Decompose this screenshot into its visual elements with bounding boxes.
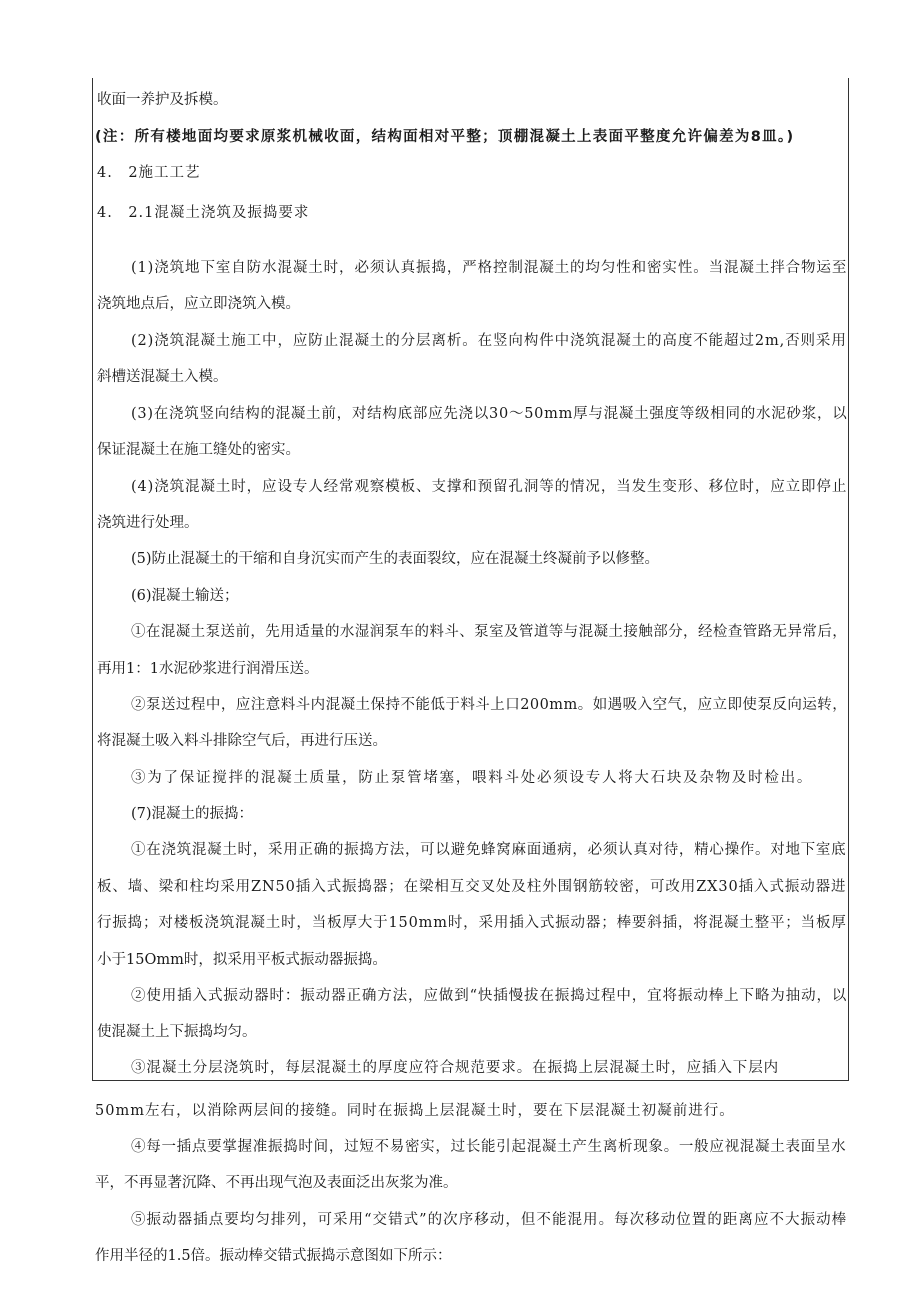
para-6c-line-1: ③为了保证搅拌的混凝土质量，防止泵管堵塞，喂料斗处必须设专人将大石块及杂物及时检出。 (131, 770, 814, 786)
para-6a-line-2: 再用1：1水泥砂浆进行润滑压送。 (97, 661, 319, 677)
para-7-heading: (7)混凝土的振捣： (131, 806, 254, 822)
continued-line-1: 50mm左右，以消除两层间的接缝。同时在振捣上层混凝土时，要在下层混凝土初凝前进行。 (95, 1103, 735, 1119)
para-7e-line-2: 作用半径的1.5倍。振动棒交错式振捣示意图如下所示： (95, 1248, 452, 1264)
para-1-line-1: (1)浇筑地下室自防水混凝土时，必须认真振捣，严格控制混凝土的均匀性和密实性。当混凝土拌合物运至 (131, 260, 848, 276)
para-7a-line-1: ①在浇筑混凝土时，采用正确的振捣方法，可以避免蜂窝麻面通病，必须认真对待，精心操作。对地下室底 (131, 842, 847, 858)
para-6b-line-1: ②泵送过程中，应注意料斗内混凝土保持不能低于料斗上口200mm。如遇吸入空气，应立即使泵反向运转， (131, 697, 848, 713)
para-7a-line-4: 小于15Omm时，拟采用平板式振动器振捣。 (97, 952, 387, 968)
para-7b-line-2: 使混凝土上下振捣均匀。 (97, 1024, 257, 1040)
para-7a-line-3: 行振捣；对楼板浇筑混凝土时，当板厚大于150mm时，采用插入式振动器；棒要斜插，将混凝土整平；当板厚 (97, 915, 847, 931)
para-7b-line-1: ②使用插入式振动器时：振动器正确方法，应做到“快插慢拔在振捣过程中，宜将振动棒上下略为抽动，以 (131, 988, 848, 1004)
para-7a-line-2: 板、墙、梁和柱均采用ZN50插入式振捣器；在梁相互交叉处及柱外围钢筋较密，可改用ZX30插入式振动器进 (97, 879, 847, 895)
para-7e-line-1: ⑤振动器插点要均匀排列，可采用“交错式”的次序移动，但不能混用。每次移动位置的距离应不大振动棒 (131, 1212, 848, 1228)
section-heading-4-2-1: 4. 2.1混凝土浇筑及振捣要求 (97, 205, 310, 221)
para-2-line-1: (2)浇筑混凝土施工中，应防止混凝土的分层离析。在竖向构件中浇筑混凝土的高度不能超过2m,否则采用 (131, 333, 847, 349)
para-3-line-1: (3)在浇筑竖向结构的混凝土前，对结构底部应先浇以30～50mm厚与混凝土强度等级相同的水泥砂浆，以 (131, 406, 848, 422)
para-5-line-1: (5)防止混凝土的干缩和自身沉实而产生的表面裂纹，应在混凝土终凝前予以修整。 (131, 551, 660, 567)
para-4-line-1: (4)浇筑混凝土时，应设专人经常观察模板、支撑和预留孔洞等的情况，当发生变形、移位时，应立即停止 (131, 479, 848, 495)
para-1-line-2: 浇筑地点后，应立即浇筑入模。 (97, 296, 300, 312)
para-2-line-2: 斜槽送混凝土入模。 (97, 369, 228, 385)
para-3-line-2: 保证混凝土在施工缝处的密实。 (97, 442, 300, 458)
para-7d-line-1: ④每一插点要掌握准振捣时间，过短不易密实，过长能引起混凝土产生离析现象。一般应视混凝土表面呈水 (131, 1139, 847, 1155)
section-heading-4-2: 4. 2施工工艺 (97, 165, 201, 181)
para-7d-line-2: 平，不再显著沉降、不再出现气泡及表面泛出灰浆为准。 (95, 1175, 458, 1191)
para-6a-line-1: ①在混凝土泵送前，先用适量的水湿润泵车的料斗、泵室及管道等与混凝土接触部分，经检查管路无异常后， (131, 624, 848, 640)
para-6b-line-2: 将混凝土吸入料斗排除空气后，再进行压送。 (97, 733, 387, 749)
para-7c-line-1: ③混凝土分层浇筑时，每层混凝土的厚度应符合规范要求。在振捣上层混凝土时，应插入下层内 (131, 1060, 780, 1076)
text-line-0: 收面一养护及拆模。 (97, 92, 228, 108)
note-line: (注：所有楼地面均要求原浆机械收面，结构面相对平整；顶棚混凝土上表面平整度允许偏差为8皿。) (95, 129, 795, 145)
para-6-heading: (6)混凝土输送； (131, 588, 239, 604)
para-4-line-2: 浇筑进行处理。 (97, 515, 199, 531)
